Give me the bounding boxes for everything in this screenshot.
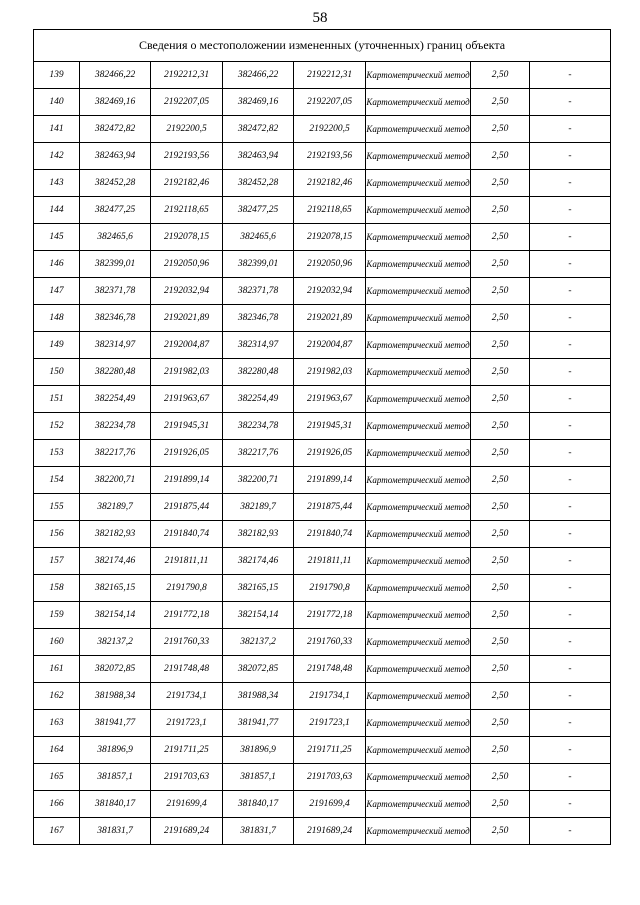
cell-x-refined: 382399,01 xyxy=(223,251,294,278)
cell-x-existing: 382469,16 xyxy=(80,89,151,116)
cell-y-existing: 2191772,18 xyxy=(151,602,223,629)
cell-y-existing: 2192182,46 xyxy=(151,170,223,197)
cell-y-existing: 2192050,96 xyxy=(151,251,223,278)
table-row xyxy=(34,602,611,629)
cell-y-existing: 2191689,24 xyxy=(151,818,223,845)
table-row xyxy=(34,548,611,575)
cell-y-refined: 2191772,18 xyxy=(294,602,366,629)
cell-description: - xyxy=(530,575,611,602)
cell-description: - xyxy=(530,224,611,251)
cell-x-refined: 382371,78 xyxy=(223,278,294,305)
cell-accuracy: 2,50 xyxy=(471,116,530,143)
cell-description: - xyxy=(530,170,611,197)
cell-x-existing: 382472,82 xyxy=(80,116,151,143)
cell-method: Картометрический метод xyxy=(366,656,471,683)
cell-accuracy: 2,50 xyxy=(471,386,530,413)
cell-x-refined: 381831,7 xyxy=(223,818,294,845)
cell-point-number: 161 xyxy=(34,656,80,683)
cell-x-refined: 382280,48 xyxy=(223,359,294,386)
cell-description: - xyxy=(530,413,611,440)
cell-y-refined: 2191982,03 xyxy=(294,359,366,386)
cell-point-number: 147 xyxy=(34,278,80,305)
cell-point-number: 146 xyxy=(34,251,80,278)
cell-description: - xyxy=(530,602,611,629)
cell-point-number: 163 xyxy=(34,710,80,737)
table-row xyxy=(34,359,611,386)
cell-description: - xyxy=(530,440,611,467)
coordinates-table xyxy=(33,29,611,845)
table-row xyxy=(34,467,611,494)
cell-x-refined: 381840,17 xyxy=(223,791,294,818)
cell-point-number: 152 xyxy=(34,413,80,440)
table-row xyxy=(34,413,611,440)
cell-y-refined: 2191703,63 xyxy=(294,764,366,791)
cell-y-refined: 2191899,14 xyxy=(294,467,366,494)
cell-x-refined: 382346,78 xyxy=(223,305,294,332)
cell-accuracy: 2,50 xyxy=(471,278,530,305)
cell-point-number: 143 xyxy=(34,170,80,197)
cell-method: Картометрический метод xyxy=(366,440,471,467)
cell-y-existing: 2191982,03 xyxy=(151,359,223,386)
cell-accuracy: 2,50 xyxy=(471,62,530,89)
cell-point-number: 156 xyxy=(34,521,80,548)
cell-y-refined: 2191811,11 xyxy=(294,548,366,575)
cell-y-refined: 2191926,05 xyxy=(294,440,366,467)
cell-point-number: 164 xyxy=(34,737,80,764)
table-row xyxy=(34,818,611,845)
table-row xyxy=(34,89,611,116)
cell-method: Картометрический метод xyxy=(366,359,471,386)
cell-y-existing: 2192118,65 xyxy=(151,197,223,224)
cell-x-refined: 382217,76 xyxy=(223,440,294,467)
cell-x-existing: 382452,28 xyxy=(80,170,151,197)
cell-description: - xyxy=(530,521,611,548)
cell-point-number: 139 xyxy=(34,62,80,89)
cell-point-number: 160 xyxy=(34,629,80,656)
cell-y-refined: 2191840,74 xyxy=(294,521,366,548)
cell-description: - xyxy=(530,710,611,737)
cell-method: Картометрический метод xyxy=(366,332,471,359)
cell-accuracy: 2,50 xyxy=(471,332,530,359)
cell-description: - xyxy=(530,197,611,224)
cell-y-existing: 2191963,67 xyxy=(151,386,223,413)
cell-method: Картометрический метод xyxy=(366,548,471,575)
cell-method: Картометрический метод xyxy=(366,494,471,521)
cell-method: Картометрический метод xyxy=(366,116,471,143)
cell-x-existing: 382466,22 xyxy=(80,62,151,89)
cell-x-refined: 382452,28 xyxy=(223,170,294,197)
table-row xyxy=(34,575,611,602)
table-row xyxy=(34,656,611,683)
cell-point-number: 154 xyxy=(34,467,80,494)
cell-x-existing: 381840,17 xyxy=(80,791,151,818)
cell-accuracy: 2,50 xyxy=(471,737,530,764)
cell-x-existing: 381941,77 xyxy=(80,710,151,737)
cell-y-existing: 2191926,05 xyxy=(151,440,223,467)
cell-description: - xyxy=(530,143,611,170)
cell-accuracy: 2,50 xyxy=(471,548,530,575)
table-row xyxy=(34,116,611,143)
cell-point-number: 159 xyxy=(34,602,80,629)
cell-x-existing: 382174,46 xyxy=(80,548,151,575)
cell-x-refined: 381988,34 xyxy=(223,683,294,710)
cell-y-refined: 2191760,33 xyxy=(294,629,366,656)
cell-y-refined: 2192212,31 xyxy=(294,62,366,89)
cell-y-existing: 2192193,56 xyxy=(151,143,223,170)
cell-x-existing: 381988,34 xyxy=(80,683,151,710)
cell-point-number: 166 xyxy=(34,791,80,818)
cell-method: Картометрический метод xyxy=(366,467,471,494)
cell-x-existing: 382189,7 xyxy=(80,494,151,521)
cell-y-existing: 2191899,14 xyxy=(151,467,223,494)
cell-point-number: 167 xyxy=(34,818,80,845)
cell-y-refined: 2192118,65 xyxy=(294,197,366,224)
table-row xyxy=(34,710,611,737)
table-row xyxy=(34,224,611,251)
cell-y-existing: 2191840,74 xyxy=(151,521,223,548)
cell-accuracy: 2,50 xyxy=(471,197,530,224)
cell-accuracy: 2,50 xyxy=(471,305,530,332)
cell-x-existing: 382477,25 xyxy=(80,197,151,224)
cell-y-refined: 2191963,67 xyxy=(294,386,366,413)
cell-point-number: 151 xyxy=(34,386,80,413)
table-row xyxy=(34,197,611,224)
cell-point-number: 141 xyxy=(34,116,80,143)
cell-y-existing: 2191734,1 xyxy=(151,683,223,710)
cell-x-existing: 381896,9 xyxy=(80,737,151,764)
cell-x-refined: 382465,6 xyxy=(223,224,294,251)
cell-point-number: 145 xyxy=(34,224,80,251)
cell-method: Картометрический метод xyxy=(366,764,471,791)
cell-description: - xyxy=(530,818,611,845)
cell-point-number: 158 xyxy=(34,575,80,602)
cell-y-existing: 2191945,31 xyxy=(151,413,223,440)
cell-method: Картометрический метод xyxy=(366,710,471,737)
cell-y-refined: 2191875,44 xyxy=(294,494,366,521)
cell-x-existing: 382234,78 xyxy=(80,413,151,440)
cell-method: Картометрический метод xyxy=(366,62,471,89)
cell-x-refined: 382137,2 xyxy=(223,629,294,656)
cell-method: Картометрический метод xyxy=(366,170,471,197)
cell-accuracy: 2,50 xyxy=(471,575,530,602)
cell-method: Картометрический метод xyxy=(366,818,471,845)
cell-x-existing: 382137,2 xyxy=(80,629,151,656)
cell-method: Картометрический метод xyxy=(366,791,471,818)
cell-y-existing: 2192078,15 xyxy=(151,224,223,251)
cell-description: - xyxy=(530,629,611,656)
cell-x-existing: 382200,71 xyxy=(80,467,151,494)
cell-description: - xyxy=(530,764,611,791)
cell-x-existing: 382165,15 xyxy=(80,575,151,602)
cell-point-number: 144 xyxy=(34,197,80,224)
cell-y-existing: 2192207,05 xyxy=(151,89,223,116)
table-header: Сведения о местоположении измененных (уточненных) границ объекта xyxy=(34,30,611,62)
cell-y-refined: 2191945,31 xyxy=(294,413,366,440)
cell-description: - xyxy=(530,494,611,521)
cell-x-existing: 382465,6 xyxy=(80,224,151,251)
cell-y-refined: 2191748,48 xyxy=(294,656,366,683)
cell-y-existing: 2192200,5 xyxy=(151,116,223,143)
cell-x-existing: 381857,1 xyxy=(80,764,151,791)
cell-method: Картометрический метод xyxy=(366,521,471,548)
cell-point-number: 157 xyxy=(34,548,80,575)
table-row xyxy=(34,305,611,332)
cell-x-refined: 382234,78 xyxy=(223,413,294,440)
cell-description: - xyxy=(530,467,611,494)
cell-y-refined: 2191723,1 xyxy=(294,710,366,737)
cell-description: - xyxy=(530,62,611,89)
cell-y-refined: 2192021,89 xyxy=(294,305,366,332)
cell-accuracy: 2,50 xyxy=(471,359,530,386)
cell-y-existing: 2191811,11 xyxy=(151,548,223,575)
cell-accuracy: 2,50 xyxy=(471,602,530,629)
cell-accuracy: 2,50 xyxy=(471,521,530,548)
cell-y-existing: 2191723,1 xyxy=(151,710,223,737)
cell-x-refined: 381896,9 xyxy=(223,737,294,764)
cell-accuracy: 2,50 xyxy=(471,629,530,656)
cell-method: Картометрический метод xyxy=(366,737,471,764)
cell-description: - xyxy=(530,386,611,413)
cell-description: - xyxy=(530,791,611,818)
cell-y-existing: 2192032,94 xyxy=(151,278,223,305)
cell-x-existing: 382182,93 xyxy=(80,521,151,548)
cell-y-refined: 2191689,24 xyxy=(294,818,366,845)
cell-accuracy: 2,50 xyxy=(471,251,530,278)
cell-point-number: 140 xyxy=(34,89,80,116)
cell-y-refined: 2192004,87 xyxy=(294,332,366,359)
cell-point-number: 162 xyxy=(34,683,80,710)
table-row xyxy=(34,764,611,791)
cell-x-refined: 382189,7 xyxy=(223,494,294,521)
cell-y-existing: 2192021,89 xyxy=(151,305,223,332)
cell-y-refined: 2192078,15 xyxy=(294,224,366,251)
cell-method: Картометрический метод xyxy=(366,386,471,413)
cell-y-refined: 2192182,46 xyxy=(294,170,366,197)
cell-y-refined: 2191790,8 xyxy=(294,575,366,602)
cell-description: - xyxy=(530,683,611,710)
cell-y-refined: 2192207,05 xyxy=(294,89,366,116)
cell-accuracy: 2,50 xyxy=(471,494,530,521)
table-row xyxy=(34,332,611,359)
cell-x-refined: 382154,14 xyxy=(223,602,294,629)
cell-x-refined: 382472,82 xyxy=(223,116,294,143)
cell-method: Картометрический метод xyxy=(366,575,471,602)
cell-accuracy: 2,50 xyxy=(471,710,530,737)
cell-accuracy: 2,50 xyxy=(471,143,530,170)
cell-accuracy: 2,50 xyxy=(471,440,530,467)
cell-x-existing: 382154,14 xyxy=(80,602,151,629)
cell-y-existing: 2191790,8 xyxy=(151,575,223,602)
cell-method: Картометрический метод xyxy=(366,197,471,224)
cell-accuracy: 2,50 xyxy=(471,683,530,710)
cell-method: Картометрический метод xyxy=(366,305,471,332)
table-row xyxy=(34,278,611,305)
table-row xyxy=(34,683,611,710)
cell-point-number: 142 xyxy=(34,143,80,170)
cell-x-refined: 382174,46 xyxy=(223,548,294,575)
cell-description: - xyxy=(530,737,611,764)
cell-y-refined: 2192193,56 xyxy=(294,143,366,170)
cell-y-refined: 2192200,5 xyxy=(294,116,366,143)
cell-x-existing: 382072,85 xyxy=(80,656,151,683)
cell-point-number: 165 xyxy=(34,764,80,791)
table-row xyxy=(34,62,611,89)
cell-point-number: 148 xyxy=(34,305,80,332)
page-number: 58 xyxy=(312,10,328,26)
cell-description: - xyxy=(530,116,611,143)
cell-description: - xyxy=(530,278,611,305)
cell-y-existing: 2192004,87 xyxy=(151,332,223,359)
cell-x-existing: 382280,48 xyxy=(80,359,151,386)
cell-x-refined: 382469,16 xyxy=(223,89,294,116)
cell-method: Картометрический метод xyxy=(366,224,471,251)
cell-description: - xyxy=(530,305,611,332)
cell-description: - xyxy=(530,332,611,359)
table-row xyxy=(34,170,611,197)
cell-description: - xyxy=(530,251,611,278)
cell-y-existing: 2191711,25 xyxy=(151,737,223,764)
table-row xyxy=(34,494,611,521)
cell-point-number: 155 xyxy=(34,494,80,521)
cell-accuracy: 2,50 xyxy=(471,818,530,845)
cell-y-existing: 2191760,33 xyxy=(151,629,223,656)
table-row xyxy=(34,251,611,278)
cell-x-refined: 382200,71 xyxy=(223,467,294,494)
cell-y-refined: 2191699,4 xyxy=(294,791,366,818)
cell-x-refined: 382463,94 xyxy=(223,143,294,170)
cell-x-refined: 382466,22 xyxy=(223,62,294,89)
cell-x-refined: 382477,25 xyxy=(223,197,294,224)
cell-method: Картометрический метод xyxy=(366,683,471,710)
cell-accuracy: 2,50 xyxy=(471,224,530,251)
cell-method: Картометрический метод xyxy=(366,413,471,440)
cell-accuracy: 2,50 xyxy=(471,764,530,791)
cell-accuracy: 2,50 xyxy=(471,170,530,197)
cell-accuracy: 2,50 xyxy=(471,467,530,494)
cell-x-refined: 381941,77 xyxy=(223,710,294,737)
table-body xyxy=(34,62,611,845)
cell-x-existing: 381831,7 xyxy=(80,818,151,845)
cell-accuracy: 2,50 xyxy=(471,791,530,818)
cell-accuracy: 2,50 xyxy=(471,89,530,116)
cell-method: Картометрический метод xyxy=(366,143,471,170)
cell-y-existing: 2191875,44 xyxy=(151,494,223,521)
cell-x-refined: 382314,97 xyxy=(223,332,294,359)
table-row xyxy=(34,737,611,764)
table-row xyxy=(34,629,611,656)
cell-y-existing: 2191703,63 xyxy=(151,764,223,791)
cell-description: - xyxy=(530,656,611,683)
table-row xyxy=(34,440,611,467)
cell-description: - xyxy=(530,359,611,386)
cell-x-refined: 382182,93 xyxy=(223,521,294,548)
cell-y-existing: 2191699,4 xyxy=(151,791,223,818)
table-row xyxy=(34,143,611,170)
cell-description: - xyxy=(530,548,611,575)
cell-y-existing: 2191748,48 xyxy=(151,656,223,683)
cell-point-number: 153 xyxy=(34,440,80,467)
table-row xyxy=(34,386,611,413)
cell-x-refined: 381857,1 xyxy=(223,764,294,791)
table-row xyxy=(34,791,611,818)
cell-x-existing: 382314,97 xyxy=(80,332,151,359)
cell-method: Картометрический метод xyxy=(366,251,471,278)
cell-accuracy: 2,50 xyxy=(471,413,530,440)
cell-method: Картометрический метод xyxy=(366,629,471,656)
cell-x-refined: 382165,15 xyxy=(223,575,294,602)
cell-x-existing: 382371,78 xyxy=(80,278,151,305)
cell-x-existing: 382254,49 xyxy=(80,386,151,413)
cell-accuracy: 2,50 xyxy=(471,656,530,683)
cell-y-refined: 2191734,1 xyxy=(294,683,366,710)
cell-method: Картометрический метод xyxy=(366,278,471,305)
cell-y-refined: 2192032,94 xyxy=(294,278,366,305)
cell-x-existing: 382346,78 xyxy=(80,305,151,332)
cell-x-existing: 382217,76 xyxy=(80,440,151,467)
cell-method: Картометрический метод xyxy=(366,602,471,629)
cell-y-refined: 2191711,25 xyxy=(294,737,366,764)
cell-x-refined: 382254,49 xyxy=(223,386,294,413)
cell-x-refined: 382072,85 xyxy=(223,656,294,683)
cell-description: - xyxy=(530,89,611,116)
cell-x-existing: 382399,01 xyxy=(80,251,151,278)
cell-y-refined: 2192050,96 xyxy=(294,251,366,278)
table-row xyxy=(34,521,611,548)
cell-point-number: 150 xyxy=(34,359,80,386)
cell-point-number: 149 xyxy=(34,332,80,359)
cell-y-existing: 2192212,31 xyxy=(151,62,223,89)
cell-x-existing: 382463,94 xyxy=(80,143,151,170)
cell-method: Картометрический метод xyxy=(366,89,471,116)
